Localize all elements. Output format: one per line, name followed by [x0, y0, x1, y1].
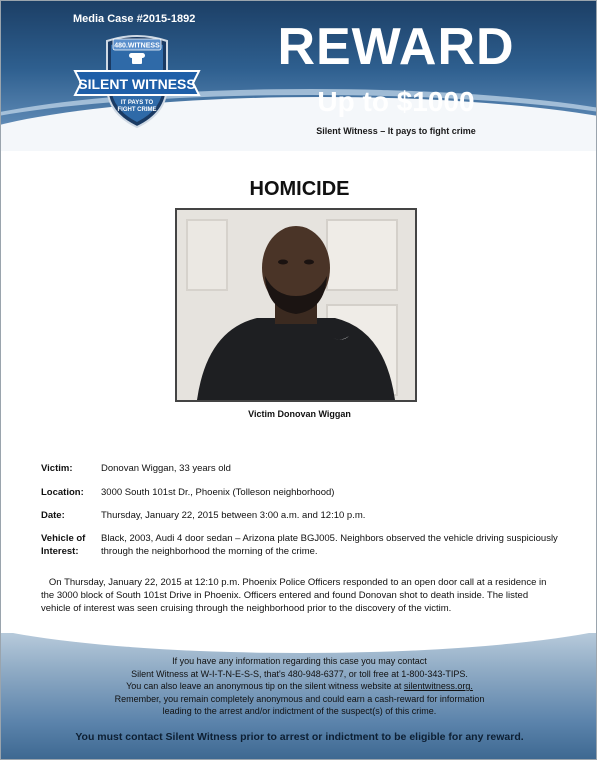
- narrative-text: On Thursday, January 22, 2015 at 12:10 p.m. Phoenix Police Officers responded to an open door call at a residence in the 3000 block of South 101st Drive in Phoenix. Officers entered and found Donovan shot to death inside. The listed vehicle of interest was seen cruising through the neighborhood prior to the discovery of the victim.: [41, 577, 547, 614]
- logo-motto-line1: IT PAYS TO: [120, 100, 154, 106]
- crime-type-heading: HOMICIDE: [249, 178, 350, 200]
- contact-info: [61, 655, 538, 718]
- contact-line1: If you have any information regarding this case you may contact: [172, 656, 427, 666]
- date-value: Thursday, January 22, 2015 between 3:00 a.m. and 12:10 p.m.: [101, 510, 366, 521]
- case-narrative: [41, 576, 559, 615]
- tagline: Silent Witness – It pays to fight crime: [316, 126, 476, 136]
- eligibility-notice: You must contact Silent Witness prior to arrest or indictment to be eligible for any reward.: [75, 731, 524, 743]
- vehicle-label: [41, 532, 99, 558]
- contact-line2: Silent Witness at W-I-T-N-E-S-S, that's 480-948-6377, or toll free at 1-800-343-TIPS.: [131, 668, 468, 679]
- victim-label: Victim:: [41, 463, 73, 474]
- vehicle-label-line2: Interest:: [41, 546, 79, 557]
- location-value: 3000 South 101st Dr., Phoenix (Tolleson neighborhood): [101, 487, 335, 498]
- silent-witness-logo: [73, 33, 201, 129]
- date-label: Date:: [41, 510, 65, 521]
- header-banner: [1, 1, 597, 151]
- logo-top-text: 480.WITNESS: [114, 42, 160, 50]
- logo-name: SILENT WITNESS: [78, 76, 196, 92]
- website-link[interactable]: silentwitness.org.: [403, 681, 473, 691]
- reward-amount: Up to $1000: [317, 86, 475, 117]
- contact-line4: Remember, you remain completely anonymous and could earn a cash-reward for information: [114, 693, 485, 704]
- media-case-number: Media Case #2015-1892: [73, 13, 196, 25]
- vehicle-value: Black, 2003, Audi 4 door sedan – Arizona plate BGJ005. Neighbors observed the vehicle driving suspiciously through the neighborhood the morning of the crime.: [101, 533, 558, 557]
- photo-caption: Victim Donovan Wiggan: [248, 409, 351, 419]
- reward-title: REWARD: [277, 18, 515, 76]
- contact-line3: [61, 680, 538, 693]
- vehicle-label-line1: Vehicle of: [41, 533, 86, 544]
- victim-portrait-image: [177, 210, 415, 400]
- logo-motto-line2: FIGHT CRIME: [117, 107, 157, 113]
- contact-line3-text: You can also leave an anonymous tip on the silent witness website at: [126, 681, 404, 691]
- victim-photo: [175, 208, 417, 402]
- contact-line5: leading to the arrest and/or indictment of the suspect(s) of this crime.: [162, 706, 437, 716]
- victim-value: Donovan Wiggan, 33 years old: [101, 463, 231, 474]
- location-label: Location:: [41, 487, 84, 498]
- footer-banner: [1, 633, 597, 760]
- footer-wave: [1, 633, 597, 653]
